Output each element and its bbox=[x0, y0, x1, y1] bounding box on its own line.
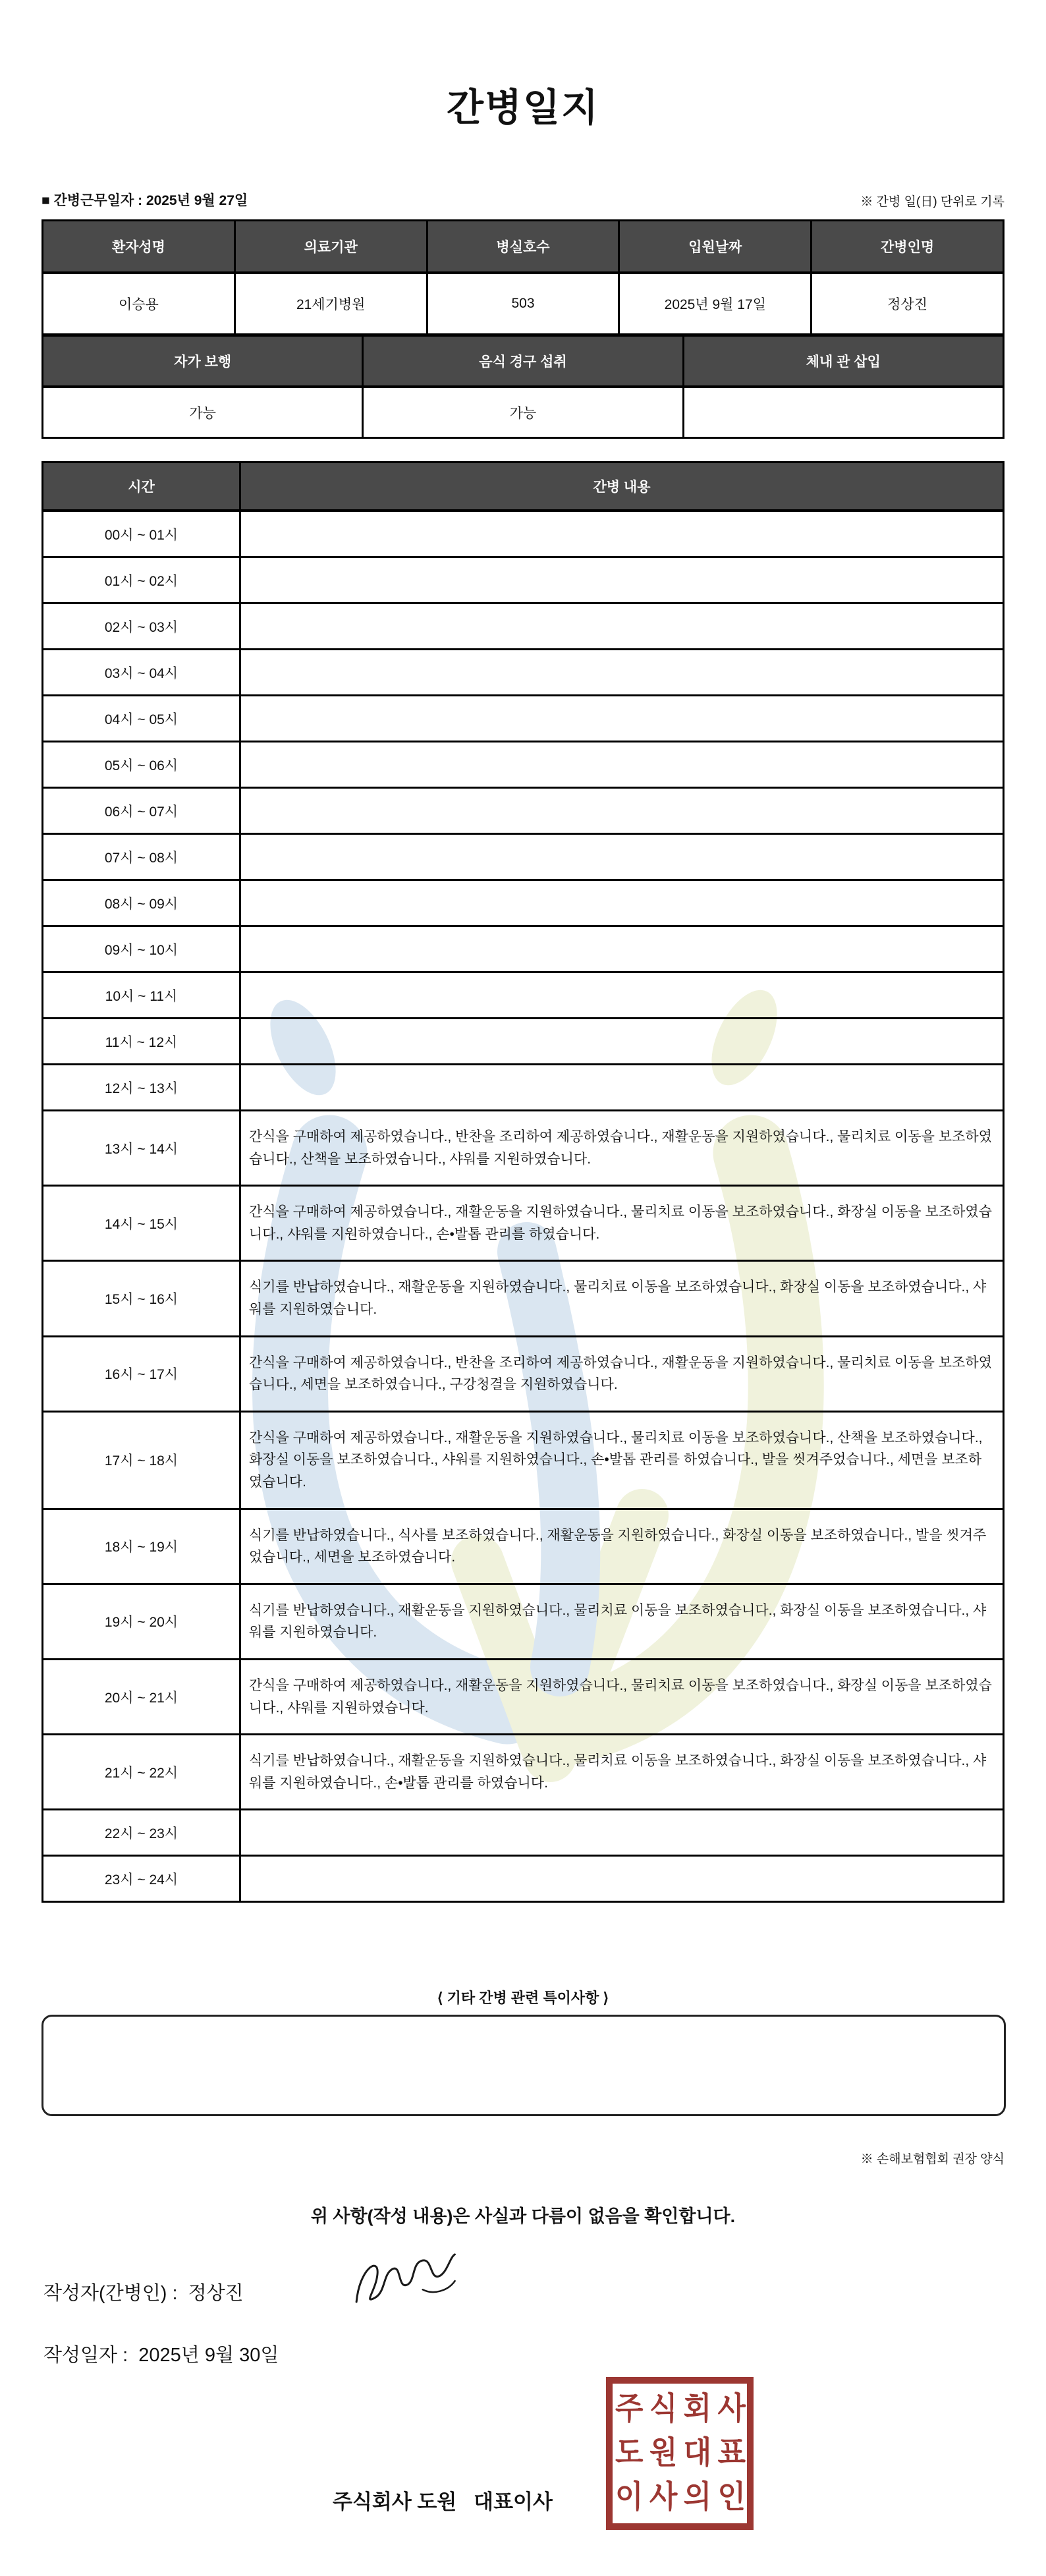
patient-value-2: 503 bbox=[427, 273, 619, 335]
stamp-char: 의 bbox=[683, 2479, 711, 2515]
care-time-22: 22시 ~ 23시 bbox=[43, 1810, 240, 1856]
care-time-6: 06시 ~ 07시 bbox=[43, 788, 240, 834]
care-time-10: 10시 ~ 11시 bbox=[43, 972, 240, 1019]
status-header-0: 자가 보행 bbox=[43, 336, 363, 387]
patient-value-4: 정상진 bbox=[812, 273, 1004, 335]
care-content-1 bbox=[240, 557, 1004, 603]
stamp-char: 표 bbox=[717, 2435, 744, 2471]
care-content-10 bbox=[240, 972, 1004, 1019]
care-row-4 bbox=[43, 696, 1004, 742]
care-row-16 bbox=[43, 1336, 1004, 1411]
special-notes-box bbox=[41, 2015, 1006, 2116]
confirmation-statement: 위 사항(작성 내용)은 사실과 다름이 없음을 확인합니다. bbox=[310, 2206, 736, 2226]
status-value-1: 가능 bbox=[363, 387, 683, 438]
stamp-char: 회 bbox=[683, 2392, 711, 2427]
patient-header-3: 입원날짜 bbox=[619, 221, 812, 273]
patient-info-table bbox=[41, 219, 1005, 335]
special-notes-title: ⟨ 기타 간병 관련 특이사항 ⟩ bbox=[437, 1990, 609, 2006]
care-row-15 bbox=[43, 1261, 1004, 1336]
stamp-char: 도 bbox=[615, 2435, 642, 2471]
care-row-21 bbox=[43, 1735, 1004, 1810]
status-header-2: 체내 관 삽입 bbox=[683, 336, 1003, 387]
care-time-17: 17시 ~ 18시 bbox=[43, 1411, 240, 1509]
stamp-char: 주 bbox=[615, 2392, 642, 2427]
care-row-5 bbox=[43, 742, 1004, 788]
care-time-2: 02시 ~ 03시 bbox=[43, 603, 240, 650]
care-time-18: 18시 ~ 19시 bbox=[43, 1509, 240, 1584]
care-row-9 bbox=[43, 926, 1004, 972]
care-time-15: 15시 ~ 16시 bbox=[43, 1261, 240, 1336]
care-time-7: 07시 ~ 08시 bbox=[43, 834, 240, 880]
care-row-6 bbox=[43, 788, 1004, 834]
care-time-19: 19시 ~ 20시 bbox=[43, 1584, 240, 1659]
care-time-0: 00시 ~ 01시 bbox=[43, 511, 240, 557]
care-work-date: ■ 간병근무일자 : 2025년 9월 27일 bbox=[41, 193, 248, 208]
care-row-23 bbox=[43, 1856, 1004, 1902]
patient-value-1: 21세기병원 bbox=[234, 273, 427, 335]
care-content-13: 간식을 구매하여 제공하였습니다., 반찬을 조리하여 제공하였습니다., 재활운동을 지원하였습니다., 물리치료 이동을 보조하였습니다., 산책을 보조하였습니다., 샤워를 지원하였습니다. bbox=[240, 1111, 1004, 1186]
care-content-15: 식기를 반납하였습니다., 재활운동을 지원하였습니다., 물리치료 이동을 보조하였습니다., 화장실 이동을 보조하였습니다., 샤워를 지원하였습니다. bbox=[240, 1261, 1004, 1336]
care-content-18: 식기를 반납하였습니다., 식사를 보조하였습니다., 재활운동을 지원하였습니다., 화장실 이동을 보조하였습니다., 발을 씻겨주었습니다., 세면을 보조하였습니다. bbox=[240, 1509, 1004, 1584]
patient-value-0: 이승용 bbox=[43, 273, 235, 335]
stamp-char: 인 bbox=[717, 2479, 744, 2515]
care-content-9 bbox=[240, 926, 1004, 972]
patient-header-1: 의료기관 bbox=[234, 221, 427, 273]
care-content-22 bbox=[240, 1810, 1004, 1856]
care-row-13 bbox=[43, 1111, 1004, 1186]
written-date-line: 작성일자 : 2025년 9월 30일 bbox=[43, 2345, 279, 2366]
care-row-3 bbox=[43, 650, 1004, 696]
care-row-2 bbox=[43, 603, 1004, 650]
stamp-char: 사 bbox=[649, 2479, 676, 2515]
stamp-char: 식 bbox=[649, 2392, 676, 2427]
stamp-row-1 bbox=[615, 2435, 744, 2471]
insurance-form-note: ※ 손해보험협회 권장 양식 bbox=[860, 2152, 1005, 2166]
care-content-19: 식기를 반납하였습니다., 재활운동을 지원하였습니다., 물리치료 이동을 보조하였습니다., 화장실 이동을 보조하였습니다., 샤워를 지원하였습니다. bbox=[240, 1584, 1004, 1659]
stamp-row-2 bbox=[615, 2479, 744, 2515]
care-time-13: 13시 ~ 14시 bbox=[43, 1111, 240, 1186]
status-value-2 bbox=[683, 387, 1003, 438]
care-time-16: 16시 ~ 17시 bbox=[43, 1336, 240, 1411]
caregiver-signature bbox=[343, 2245, 468, 2314]
care-content-7 bbox=[240, 834, 1004, 880]
care-content-16: 간식을 구매하여 제공하였습니다., 반찬을 조리하여 제공하였습니다., 재활운동을 지원하였습니다., 물리치료 이동을 보조하였습니다., 세면을 보조하였습니다., 구강청결을 지원하였습니다. bbox=[240, 1336, 1004, 1411]
care-content-17: 간식을 구매하여 제공하였습니다., 재활운동을 지원하였습니다., 물리치료 이동을 보조하였습니다., 산책을 보조하였습니다., 화장실 이동을 보조하였습니다., 샤워를 지원하였습니다., 손•발톱 관리를 하였습니다., 발을 씻겨주었습니다., 세면을 보조하였습니다. bbox=[240, 1411, 1004, 1509]
patient-header-2: 병실호수 bbox=[427, 221, 619, 273]
stamp-char: 원 bbox=[649, 2435, 676, 2471]
care-content-5 bbox=[240, 742, 1004, 788]
care-time-4: 04시 ~ 05시 bbox=[43, 696, 240, 742]
care-row-8 bbox=[43, 880, 1004, 926]
care-content-14: 간식을 구매하여 제공하였습니다., 재활운동을 지원하였습니다., 물리치료 이동을 보조하였습니다., 화장실 이동을 보조하였습니다., 샤워를 지원하였습니다., 손•발톱 관리를 하였습니다. bbox=[240, 1186, 1004, 1261]
care-row-14 bbox=[43, 1186, 1004, 1261]
care-content-8 bbox=[240, 880, 1004, 926]
status-header-1: 음식 경구 섭취 bbox=[363, 336, 683, 387]
care-log-table bbox=[41, 461, 1005, 1903]
writer-line: 작성자(간병인) : 정상진 bbox=[43, 2283, 244, 2304]
care-time-8: 08시 ~ 09시 bbox=[43, 880, 240, 926]
patient-status-table bbox=[41, 335, 1005, 439]
patient-header-4: 간병인명 bbox=[812, 221, 1004, 273]
daily-unit-note: ※ 간병 일(日) 단위로 기록 bbox=[860, 195, 1005, 209]
care-content-20: 간식을 구매하여 제공하였습니다., 재활운동을 지원하였습니다., 물리치료 이동을 보조하였습니다., 화장실 이동을 보조하였습니다., 샤워를 지원하였습니다. bbox=[240, 1659, 1004, 1734]
care-content-4 bbox=[240, 696, 1004, 742]
corporate-seal-stamp bbox=[606, 2377, 754, 2530]
care-time-20: 20시 ~ 21시 bbox=[43, 1659, 240, 1734]
stamp-char: 사 bbox=[717, 2392, 744, 2427]
company-ceo-line: 주식회사 도원 대표이사 bbox=[333, 2490, 553, 2513]
care-row-11 bbox=[43, 1019, 1004, 1065]
care-row-19 bbox=[43, 1584, 1004, 1659]
care-content-12 bbox=[240, 1065, 1004, 1111]
care-content-3 bbox=[240, 650, 1004, 696]
patient-value-3: 2025년 9월 17일 bbox=[619, 273, 812, 335]
care-content-11 bbox=[240, 1019, 1004, 1065]
meta-row bbox=[41, 190, 1005, 210]
care-time-1: 01시 ~ 02시 bbox=[43, 557, 240, 603]
care-row-0 bbox=[43, 511, 1004, 557]
stamp-char: 이 bbox=[615, 2479, 642, 2515]
page-title: 간병일지 bbox=[446, 86, 600, 129]
care-time-14: 14시 ~ 15시 bbox=[43, 1186, 240, 1261]
care-time-21: 21시 ~ 22시 bbox=[43, 1735, 240, 1810]
care-content-6 bbox=[240, 788, 1004, 834]
care-time-23: 23시 ~ 24시 bbox=[43, 1856, 240, 1902]
care-row-20 bbox=[43, 1659, 1004, 1734]
care-content-0 bbox=[240, 511, 1004, 557]
care-header-time: 시간 bbox=[43, 462, 240, 511]
stamp-row-0 bbox=[615, 2394, 744, 2426]
patient-header-0: 환자성명 bbox=[43, 221, 235, 273]
care-content-21: 식기를 반납하였습니다., 재활운동을 지원하였습니다., 물리치료 이동을 보조하였습니다., 화장실 이동을 보조하였습니다., 샤워를 지원하였습니다., 손•발톱 관리를 하였습니다. bbox=[240, 1735, 1004, 1810]
care-content-23 bbox=[240, 1856, 1004, 1902]
care-row-12 bbox=[43, 1065, 1004, 1111]
care-row-10 bbox=[43, 972, 1004, 1019]
care-time-11: 11시 ~ 12시 bbox=[43, 1019, 240, 1065]
status-value-0: 가능 bbox=[43, 387, 363, 438]
care-row-18 bbox=[43, 1509, 1004, 1584]
care-header-content: 간병 내용 bbox=[240, 462, 1004, 511]
care-row-7 bbox=[43, 834, 1004, 880]
care-row-17 bbox=[43, 1411, 1004, 1509]
care-time-3: 03시 ~ 04시 bbox=[43, 650, 240, 696]
care-time-12: 12시 ~ 13시 bbox=[43, 1065, 240, 1111]
care-row-22 bbox=[43, 1810, 1004, 1856]
stamp-char: 대 bbox=[683, 2435, 711, 2471]
care-content-2 bbox=[240, 603, 1004, 650]
care-row-1 bbox=[43, 557, 1004, 603]
care-time-5: 05시 ~ 06시 bbox=[43, 742, 240, 788]
care-time-9: 09시 ~ 10시 bbox=[43, 926, 240, 972]
